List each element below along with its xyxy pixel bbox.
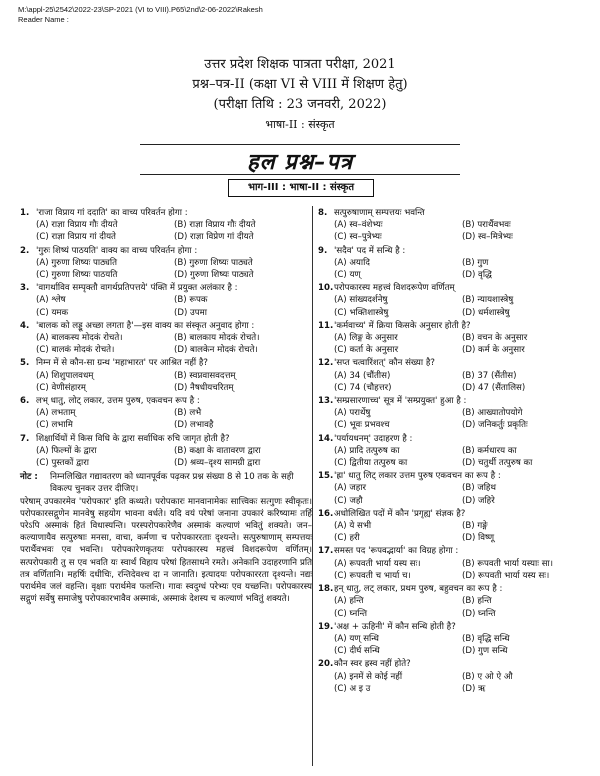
option: (C) हरी (334, 533, 360, 544)
right-column (318, 206, 590, 695)
option: (C) भूवः प्रभवश्च (334, 420, 390, 431)
option: (C) द्वितीया तत्पुरुष का (334, 458, 408, 469)
option: (C) पुस्तकों द्वारा (36, 458, 90, 469)
option: (B) गङ्गे (462, 521, 488, 532)
question-text: 'गुरुः शिष्यं पाठयति' वाक्य का वाच्य परिवर्तन होगा : (36, 245, 198, 256)
options (318, 219, 590, 243)
option: (C) घ्नन्ति (334, 608, 367, 619)
option: (A) शिशुपालवधम् (36, 370, 94, 381)
question-text: 'बालक को लड्डू अच्छा लगता है'—इस वाक्य का संस्कृत अनुवाद होगा : (36, 320, 255, 331)
paper-title: प्रश्न–पत्र-II (कक्षा VI से VIII में शिक्षण हेतु) (192, 77, 408, 92)
option: (D) राज्ञा विप्रेण गां दीयते (174, 232, 254, 243)
options (20, 332, 312, 356)
solved-paper-heading: हल प्रश्न–पत्र (247, 150, 353, 175)
option: (B) वृद्धि सन्धि (462, 633, 510, 644)
option: (B) रूपक (174, 295, 208, 306)
question (318, 545, 590, 557)
question-number: 16. (318, 508, 334, 519)
question-text: 'राजा विप्राय गां ददाति' का वाच्य परिवर्तन होगा : (36, 208, 188, 218)
question-number: 19. (318, 621, 334, 632)
exam-date: (परीक्षा तिथि : 23 जनवरी, 2022) (213, 97, 387, 112)
options (20, 445, 312, 469)
question-number: 3. (20, 283, 30, 294)
question-number: 4. (20, 320, 30, 331)
option: (C) वेणीसंहारम् (36, 382, 86, 393)
language-title: भाषा-II : संस्कृत (265, 118, 335, 131)
question (318, 245, 590, 257)
option: (C) यमक (36, 307, 69, 318)
option: (C) कर्ता के अनुसार (334, 345, 399, 356)
option: (D) रूपवती भार्या यस्य सः। (462, 570, 550, 581)
option: (D) जनिकर्तुः प्रकृतिः (462, 420, 528, 431)
note (20, 471, 312, 495)
option: (D) उपमा (174, 307, 208, 318)
option: (D) ऋ (462, 683, 486, 694)
column-divider (312, 206, 313, 766)
options (318, 332, 590, 356)
option: (B) ए ओ ऐ औ (462, 671, 513, 682)
option: (C) भक्तिशास्त्रेषु (334, 307, 389, 318)
option: (A) लिङ्ग के अनुसार (334, 333, 398, 344)
option: (D) जहिरे (462, 495, 495, 506)
option: (A) स्व–वंशेभ्यः (334, 220, 383, 231)
option: (D) चतुर्थी तत्पुरुष का (462, 458, 533, 469)
option: (A) लभताम् (36, 408, 76, 419)
option: (A) यण् सन्धि (334, 633, 379, 644)
question (318, 395, 590, 407)
question-text: 'सदैव' पद में सन्धि है : (334, 245, 406, 256)
option: (A) रूपवती भार्या यस्य सः। (334, 558, 421, 569)
question (318, 470, 590, 482)
question-number: 7. (20, 433, 30, 444)
question-text: 'अक्ष + ऊहिनी' में कौन सन्धि होती है? (334, 621, 456, 632)
options (20, 219, 312, 243)
divider (140, 144, 460, 145)
options (318, 671, 590, 695)
options (318, 370, 590, 394)
options (20, 257, 312, 281)
option: (B) रूपवती भार्या यस्याः सा। (462, 558, 554, 569)
question-text: 'पर्यायधनम्' उदाहरण है : (334, 433, 413, 444)
option: (B) कक्षा के वातावरण द्वारा (174, 445, 261, 456)
file-path: M:\appl-25\2542\2022-23\SP-2021 (VI to VIII).P65\2nd\2-06-2022\Rakesh (18, 5, 263, 14)
option: (A) राज्ञा विप्राय गौः दीयते (36, 220, 118, 231)
option: (A) प्रादि तत्पुरुष का (334, 445, 400, 456)
question-text: परोपकारस्य महत्त्वं विशदरूपेण वर्णितम् (334, 283, 455, 294)
option: (B) 37 (सैंतीस) (462, 370, 517, 381)
options (318, 407, 590, 431)
note-label: नोट : (20, 472, 38, 483)
option: (B) गुरुणा शिष्यः पाठ्यते (174, 257, 253, 268)
question-number: 9. (318, 245, 328, 256)
option: (B) न्यायशास्त्रेषु (462, 295, 514, 306)
options (318, 257, 590, 281)
option: (D) कर्म के अनुसार (462, 345, 525, 356)
option: (A) जहार (334, 483, 366, 494)
question-number: 10. (318, 283, 334, 294)
option: (A) हन्ति (334, 596, 364, 607)
question (318, 320, 590, 332)
option: (C) स्व–पुत्रेभ्यः (334, 232, 382, 243)
option: (D) स्व–मित्रेभ्यः (462, 232, 513, 243)
option: (A) फिल्मों के द्वारा (36, 445, 97, 456)
option: (B) हन्ति (462, 596, 492, 607)
options (318, 445, 590, 469)
option: (A) बालकस्य मोदकं रोचते। (36, 333, 123, 344)
option: (B) राज्ञा विप्राय गौः दीयते (174, 220, 256, 231)
option: (A) 34 (चौंतीस) (334, 370, 391, 381)
option: (D) गुण सन्धि (462, 646, 508, 657)
question-text: 'कर्मवाच्य' में क्रिया किसके अनुसार होती है? (334, 320, 471, 331)
question (318, 207, 590, 219)
option: (A) गुरुणा शिष्यः पाठ्यति (36, 257, 117, 268)
options (318, 482, 590, 506)
question-number: 11. (318, 320, 334, 331)
left-column (20, 206, 312, 606)
options (318, 520, 590, 544)
question (318, 583, 590, 595)
option: (C) रूपवती च भार्या च। (334, 570, 411, 581)
option: (C) राज्ञा विप्राय गां दीयते (36, 232, 116, 243)
option: (D) गुरुणा शिष्यः पाठ्यते (174, 270, 254, 281)
option: (B) बालकाय मोदकं रोचते। (174, 333, 260, 344)
option: (B) आख्यातोपयोगे (462, 408, 523, 419)
question-number: 2. (20, 245, 30, 256)
question (318, 621, 590, 633)
note-text: निम्नलिखित गद्यावतरण को ध्यानपूर्वक पढ़कर प्रश्न संख्या 8 से 10 तक के सही विकल्प चुनकर उत्तर दीजिए। (50, 472, 294, 495)
option: (A) ये सभी (334, 521, 372, 532)
option: (B) स्वप्नवासवदत्तम् (174, 370, 236, 381)
option: (A) इनमें से कोई नहीं (334, 671, 403, 682)
question (318, 433, 590, 445)
question (20, 245, 312, 257)
passage: परेषाम् उपकारमेव 'परोपकार' इति कथ्यते। परोपकारः मानवानामेकः सात्त्विकः सत्गुणः स्वीकृतः। परोपकारसद्गुणेन मानवेषु सहयोग भावना वर्धते। यदि वयं परेषां जनाना उपकारं करिष्यामः तर्हि परेऽपि अस्माकं हितं विधास्यन्ति। परस्परोपकारेणैव अस्माकं कल्याणं भवितुं शक्यते। जन–कल्याणायैव सत्पुरुषाः मनसा, वाचा, कर्मणा च परोपकाररताः दृश्यन्ते। सत्पुरुषाणाम् सम्पत्तयः परार्थैवभवः एव भवन्ति। परोपकारेणकृतयः परोपकारस्य महत्त्वं विशदरूपेण वर्णितम्। सत्परोपकारी तु स एव भवति यः स्वार्थं विहाय परेषां हितसाधने रमते। अनेकानि उदाहरणानि प्रति तत्र वर्णितानि। महर्षिः दधीचिः, रन्तिदेवश्च दा न जानाति। इत्यादयः परोपकाररता दृश्यन्ते। नद्यः परार्थमेव जलं वहन्ति। वृक्षाः परार्थमेव फलन्ति। गावः स्वदुग्धं परेभ्यः एव यच्छन्ति। परोपकारस्य सद्गुणं सर्वेषु समाजेषु परोपकारभावैव अस्माकं, अस्माकं देशस्य च कल्याणं भवितुं शक्यते। (20, 496, 312, 605)
question (20, 395, 312, 407)
question-text: लभ् धातु, लोट् लकार, उत्तम पुरुष, एकवचन रूप है : (36, 396, 200, 407)
option: (C) लभामि (36, 420, 73, 431)
option: (D) बालकेन मोदकं रोचते। (174, 345, 258, 356)
option: (C) जहौ (334, 495, 363, 506)
question-number: 14. (318, 433, 334, 444)
reader-name: Reader Name : (18, 15, 69, 24)
option: (D) घ्नन्ति (462, 608, 496, 619)
question (20, 207, 312, 219)
option: (B) परार्थैवभवः (462, 220, 511, 231)
question-text: कौन स्वर ह्रस्व नहीं होते? (334, 659, 411, 670)
question (318, 658, 590, 670)
option: (A) अयादि (334, 257, 370, 268)
question-text: 'ह्रा' धातु लिट् लकार उत्तम पुरुष एकवचन का रूप है : (334, 471, 501, 482)
section-label: भाग-III : भाषा-II : संस्कृत (228, 179, 374, 197)
question-text: निम्न में से कौन-सा ग्रन्थ 'महाभारत' पर आश्रित नहीं है? (36, 358, 208, 369)
question-text: 'सप्त चत्वारिंशत्' कौन संख्या है? (334, 358, 435, 369)
option: (D) 47 (सैंतालिस) (462, 382, 526, 393)
options (20, 407, 312, 431)
option: (A) परार्थेषु (334, 408, 371, 419)
question-text: 'वागर्थाविव सम्पृक्तौ वागर्थप्रतिपत्तये' पंक्ति में प्रयुक्त अलंकार है : (36, 283, 238, 294)
option: (C) 74 (चौहत्तर) (334, 382, 392, 393)
question-text: अधोलिखित पदों में कौन 'प्रगृह्य' संज्ञक है? (334, 508, 466, 519)
question (20, 433, 312, 445)
option: (B) गुण (462, 257, 489, 268)
question-number: 15. (318, 471, 334, 482)
options (20, 370, 312, 394)
question (20, 320, 312, 332)
question-text: शिक्षार्थियों में किस विधि के द्वारा सर्वाधिक रुचि जागृत होती है? (36, 433, 230, 444)
right-questions (318, 207, 590, 695)
option: (B) वचन के अनुसार (462, 333, 528, 344)
options (318, 633, 590, 657)
question (20, 282, 312, 294)
question-number: 13. (318, 396, 334, 407)
question (318, 282, 590, 294)
question-text: समस्त पद 'रूपवद्भार्या' का विग्रह होगा : (334, 546, 459, 557)
option: (C) अ इ उ (334, 683, 371, 694)
question-number: 8. (318, 208, 328, 218)
question-number: 6. (20, 396, 30, 407)
option: (D) श्रव्य–दृश्य सामग्री द्वारा (174, 458, 261, 469)
option: (D) नैषधीयचरितम् (174, 382, 234, 393)
question-number: 5. (20, 358, 30, 369)
question-number: 17. (318, 546, 334, 557)
option: (B) लभै (174, 408, 202, 419)
options (20, 294, 312, 318)
question-number: 12. (318, 358, 334, 369)
option: (D) वृद्धि (462, 270, 492, 281)
question-number: 18. (318, 584, 334, 595)
question (318, 357, 590, 369)
option: (C) दीर्घ सन्धि (334, 646, 380, 657)
question (318, 508, 590, 520)
question-text: हन् धातु, लट् लकार, प्रथम पुरुष, बहुवचन का रूप है : (334, 584, 503, 595)
option: (A) श्लेष (36, 295, 66, 306)
options (318, 294, 590, 318)
divider (140, 174, 460, 175)
options (318, 558, 590, 582)
question-number: 20. (318, 659, 334, 670)
option: (C) गुरुणा शिष्यः पाठयति (36, 270, 118, 281)
option: (B) कर्मधारय का (462, 445, 517, 456)
option: (C) यण् (334, 270, 361, 281)
left-questions (20, 207, 312, 469)
question (20, 357, 312, 369)
question-text: 'सम्प्रसारणाच्च' सूत्र में 'सम्प्रयुक्त' हुआ है : (334, 396, 467, 407)
option: (D) विष्णू (462, 533, 495, 544)
file-header (18, 5, 263, 25)
exam-titles (0, 55, 600, 135)
options (318, 595, 590, 619)
question-number: 1. (20, 208, 30, 218)
exam-title: उत्तर प्रदेश शिक्षक पात्रता परीक्षा, 2021 (204, 57, 396, 72)
question-text: सत्पुरुषाणाम् सम्पत्तयः भवन्ति (334, 208, 425, 218)
option: (B) जहिथ (462, 483, 496, 494)
option: (D) लभावहै (174, 420, 214, 431)
option: (C) बालकं मोदकं रोचते। (36, 345, 115, 356)
option: (D) धर्मशास्त्रेषु (462, 307, 510, 318)
option: (A) सांख्यदर्शनेषु (334, 295, 388, 306)
